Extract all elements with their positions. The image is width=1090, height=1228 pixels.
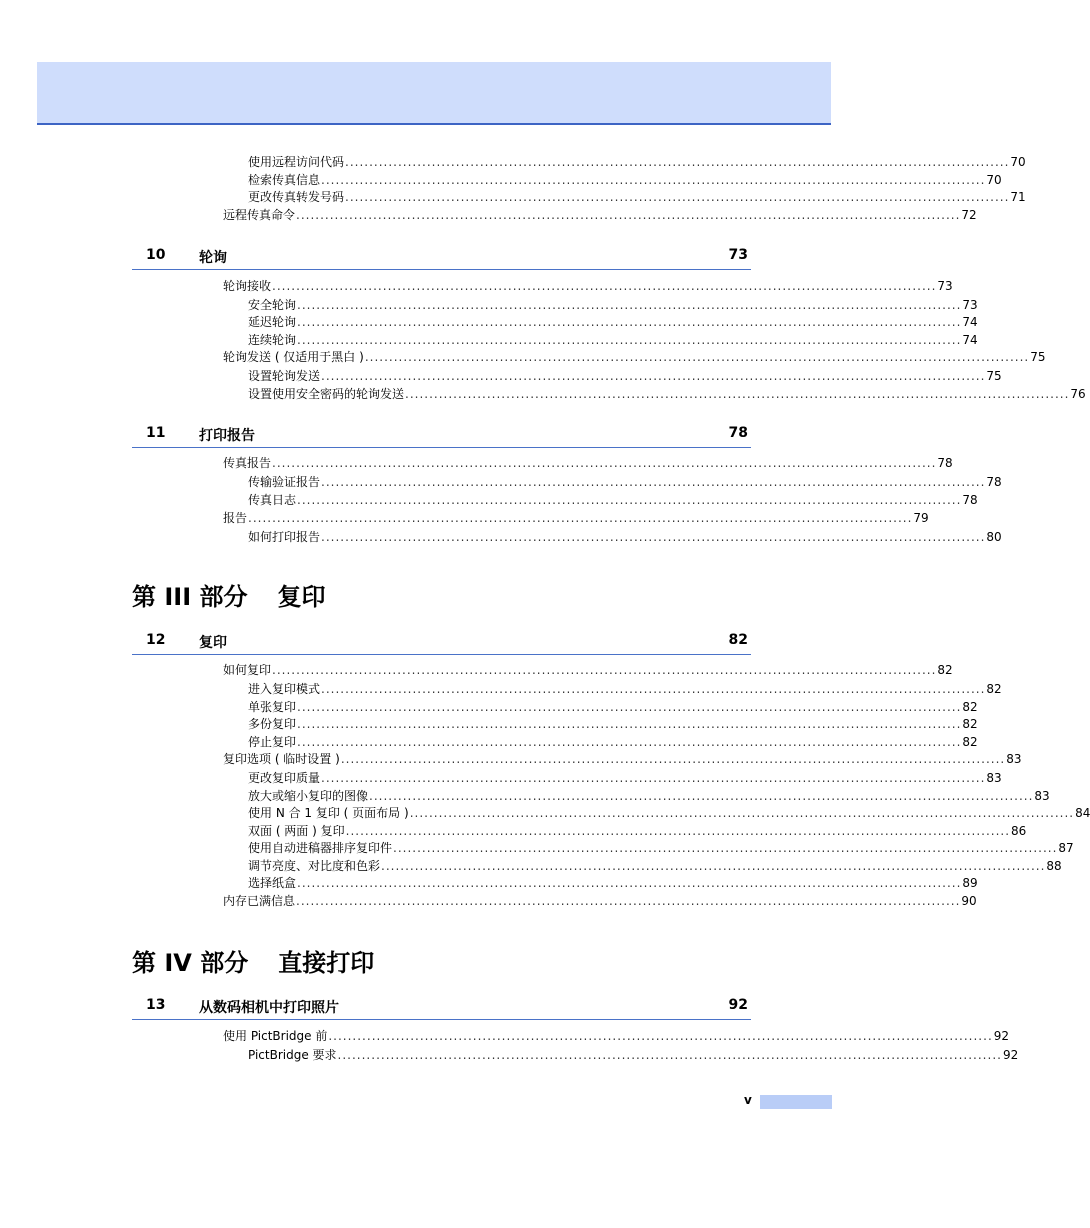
toc-entry[interactable] — [248, 386, 1086, 402]
chapter-heading[interactable] — [132, 247, 751, 270]
chapter-title: 打印报告 — [199, 428, 255, 444]
toc-leader-dots: .......................................................................................................................................... — [337, 1048, 1002, 1062]
toc-entry-page: 79 — [913, 511, 929, 525]
toc-entry-page: 82 — [937, 663, 953, 677]
toc-entry-page: 89 — [962, 876, 978, 890]
toc-leader-dots: .......................................................................................................................................... — [345, 190, 1010, 204]
chapter-number: 12 — [146, 632, 166, 648]
chapter-number: 10 — [146, 247, 166, 263]
toc-leader-dots: .......................................................................................................................................... — [364, 350, 1030, 364]
toc-entry-page: 83 — [986, 771, 1002, 785]
toc-entry-page: 86 — [1011, 824, 1027, 838]
toc-leader-dots: .......................................................................................................................................... — [297, 333, 962, 347]
toc-entry-label: 传真报告 — [223, 456, 272, 470]
toc-entry[interactable] — [248, 492, 978, 508]
toc-leader-dots: .......................................................................................................................................... — [369, 789, 1034, 803]
part-heading — [132, 577, 326, 612]
toc-leader-dots: .......................................................................................................................................... — [345, 155, 1010, 169]
toc-entry-page: 82 — [962, 735, 978, 749]
toc-leader-dots: .......................................................................................................................................... — [328, 1029, 993, 1043]
toc-entry-page: 70 — [1010, 155, 1026, 169]
toc-entry-page: 74 — [962, 315, 978, 329]
toc-entry-label: 使用 PictBridge 前 — [223, 1029, 328, 1043]
toc-entry-label: 使用自动进稿器排序复印件 — [248, 841, 393, 855]
toc-entry-label: 更改传真转发号码 — [248, 190, 345, 204]
toc-entry-label: 使用 N 合 1 复印 ( 页面布局 ) — [248, 806, 409, 820]
toc-leader-dots: .......................................................................................................................................... — [321, 475, 986, 489]
toc-leader-dots: .......................................................................................................................................... — [345, 824, 1011, 838]
toc-leader-dots: .......................................................................................................................................... — [405, 387, 1070, 401]
toc-entry-label: 调节亮度、对比度和色彩 — [248, 859, 381, 873]
toc-entry[interactable] — [248, 858, 1062, 874]
toc-entry[interactable] — [248, 474, 1002, 490]
toc-entry-label: 传真日志 — [248, 493, 297, 507]
toc-leader-dots: .......................................................................................................................................... — [409, 806, 1075, 820]
part-label: 第 III 部分 — [132, 583, 248, 611]
toc-entry-label: 检索传真信息 — [248, 173, 321, 187]
chapter-heading[interactable] — [132, 632, 751, 655]
toc-entry[interactable] — [248, 172, 1002, 188]
header-band — [37, 62, 831, 125]
chapter-title: 从数码相机中打印照片 — [199, 1000, 339, 1016]
toc-entry[interactable] — [248, 154, 1026, 170]
toc-leader-dots: .......................................................................................................................................... — [321, 173, 986, 187]
toc-entry-label: 多份复印 — [248, 717, 297, 731]
toc-entry-page: 74 — [962, 333, 978, 347]
toc-leader-dots: .......................................................................................................................................... — [272, 456, 937, 470]
toc-entry[interactable] — [248, 805, 1090, 821]
toc-entry-page: 76 — [1070, 387, 1086, 401]
toc-leader-dots: .......................................................................................................................................... — [248, 511, 913, 525]
toc-leader-dots: .......................................................................................................................................... — [272, 279, 937, 293]
toc-entry[interactable] — [248, 788, 1050, 804]
chapter-heading[interactable] — [132, 425, 751, 448]
toc-entry-label: 使用远程访问代码 — [248, 155, 345, 169]
part-label: 第 IV 部分 — [132, 949, 249, 977]
chapter-title: 复印 — [199, 635, 227, 651]
toc-entry-label: 进入复印模式 — [248, 682, 321, 696]
toc-leader-dots: .......................................................................................................................................... — [297, 717, 962, 731]
toc-entry-page: 82 — [962, 700, 978, 714]
toc-leader-dots: .......................................................................................................................................... — [321, 771, 986, 785]
toc-entry-page: 75 — [1030, 350, 1046, 364]
toc-entry[interactable] — [248, 699, 978, 715]
toc-entry-page: 71 — [1010, 190, 1026, 204]
chapter-title: 轮询 — [199, 250, 227, 266]
toc-entry-page: 78 — [962, 493, 978, 507]
toc-entry[interactable] — [223, 278, 953, 294]
chapter-page: 92 — [728, 997, 748, 1013]
toc-entry-page: 82 — [962, 717, 978, 731]
toc-entry[interactable] — [248, 734, 978, 750]
toc-entry-label: PictBridge 要求 — [248, 1048, 337, 1062]
toc-entry-page: 75 — [986, 369, 1002, 383]
toc-entry-label: 轮询接收 — [223, 279, 272, 293]
toc-leader-dots: .......................................................................................................................................... — [297, 493, 962, 507]
chapter-number: 13 — [146, 997, 166, 1013]
toc-entry-label: 延迟轮询 — [248, 315, 297, 329]
toc-entry[interactable] — [248, 529, 1002, 545]
toc-entry-page: 83 — [1006, 752, 1022, 766]
toc-entry-label: 内存已满信息 — [223, 894, 296, 908]
toc-entry-label: 设置使用安全密码的轮询发送 — [248, 387, 405, 401]
toc-leader-dots: .......................................................................................................................................... — [296, 894, 961, 908]
part-heading — [132, 943, 374, 978]
page-number: v — [744, 1093, 752, 1107]
toc-leader-dots: .......................................................................................................................................... — [297, 700, 962, 714]
chapter-page: 73 — [728, 247, 748, 263]
toc-entry[interactable] — [223, 455, 953, 471]
toc-leader-dots: .......................................................................................................................................... — [272, 663, 937, 677]
toc-entry-label: 双面 ( 两面 ) 复印 — [248, 824, 345, 838]
toc-entry-page: 70 — [986, 173, 1002, 187]
toc-entry-page: 73 — [937, 279, 953, 293]
toc-entry-label: 选择纸盒 — [248, 876, 297, 890]
toc-entry-label: 如何复印 — [223, 663, 272, 677]
toc-entry-page: 92 — [993, 1029, 1010, 1043]
toc-leader-dots: .......................................................................................................................................... — [296, 208, 961, 222]
toc-leader-dots: .......................................................................................................................................... — [381, 859, 1046, 873]
toc-entry-label: 连续轮询 — [248, 333, 297, 347]
part-title: 直接打印 — [278, 949, 375, 977]
toc-entry[interactable] — [248, 875, 978, 891]
toc-entry[interactable] — [248, 368, 1002, 384]
footer-tab — [760, 1095, 832, 1109]
toc-entry-page: 84 — [1075, 806, 1090, 820]
toc-entry[interactable] — [248, 297, 978, 313]
toc-entry[interactable] — [223, 510, 929, 526]
chapter-number: 11 — [146, 425, 166, 441]
toc-entry-label: 停止复印 — [248, 735, 297, 749]
toc-entry[interactable] — [248, 716, 978, 732]
toc-entry[interactable] — [248, 314, 978, 330]
toc-entry[interactable] — [223, 893, 977, 909]
toc-entry[interactable] — [248, 840, 1074, 856]
toc-leader-dots: .......................................................................................................................................... — [297, 735, 962, 749]
toc-leader-dots: .......................................................................................................................................... — [340, 752, 1006, 766]
toc-entry[interactable] — [248, 1047, 1019, 1063]
toc-entry[interactable] — [223, 207, 977, 223]
toc-leader-dots: .......................................................................................................................................... — [393, 841, 1058, 855]
toc-entry-label: 传输验证报告 — [248, 475, 321, 489]
toc-entry[interactable] — [223, 1028, 1010, 1044]
toc-entry-label: 更改复印质量 — [248, 771, 321, 785]
toc-entry[interactable] — [223, 349, 1046, 365]
toc-entry-label: 复印选项 ( 临时设置 ) — [223, 752, 340, 766]
toc-entry[interactable] — [223, 751, 1022, 767]
toc-entry-page: 90 — [961, 894, 977, 908]
toc-entry-page: 73 — [962, 298, 978, 312]
toc-entry[interactable] — [248, 681, 1002, 697]
toc-leader-dots: .......................................................................................................................................... — [297, 315, 962, 329]
toc-leader-dots: .......................................................................................................................................... — [321, 682, 986, 696]
toc-entry-label: 轮询发送 ( 仅适用于黑白 ) — [223, 350, 364, 364]
chapter-page: 78 — [728, 425, 748, 441]
toc-entry-label: 远程传真命令 — [223, 208, 296, 222]
toc-entry-label: 设置轮询发送 — [248, 369, 321, 383]
toc-leader-dots: .......................................................................................................................................... — [321, 530, 986, 544]
toc-entry[interactable] — [248, 770, 1002, 786]
toc-entry[interactable] — [223, 662, 953, 678]
toc-entry-page: 87 — [1058, 841, 1074, 855]
toc-entry-label: 单张复印 — [248, 700, 297, 714]
toc-entry-label: 报告 — [223, 511, 248, 525]
toc-entry-page: 88 — [1046, 859, 1062, 873]
toc-entry-page: 83 — [1034, 789, 1050, 803]
toc-leader-dots: .......................................................................................................................................... — [321, 369, 986, 383]
toc-entry[interactable] — [248, 189, 1026, 205]
toc-entry-label: 放大或缩小复印的图像 — [248, 789, 369, 803]
toc-leader-dots: .......................................................................................................................................... — [297, 876, 962, 890]
toc-entry-page: 80 — [986, 530, 1002, 544]
chapter-page: 82 — [728, 632, 748, 648]
toc-entry-page: 78 — [986, 475, 1002, 489]
toc-entry-page: 92 — [1002, 1048, 1019, 1062]
toc-entry-page: 72 — [961, 208, 977, 222]
toc-entry-label: 如何打印报告 — [248, 530, 321, 544]
toc-leader-dots: .......................................................................................................................................... — [297, 298, 962, 312]
toc-entry-label: 安全轮询 — [248, 298, 297, 312]
toc-entry[interactable] — [248, 332, 978, 348]
part-title: 复印 — [277, 583, 326, 611]
toc-entry-page: 82 — [986, 682, 1002, 696]
chapter-heading[interactable] — [132, 997, 751, 1020]
toc-entry[interactable] — [248, 823, 1027, 839]
toc-entry-page: 78 — [937, 456, 953, 470]
